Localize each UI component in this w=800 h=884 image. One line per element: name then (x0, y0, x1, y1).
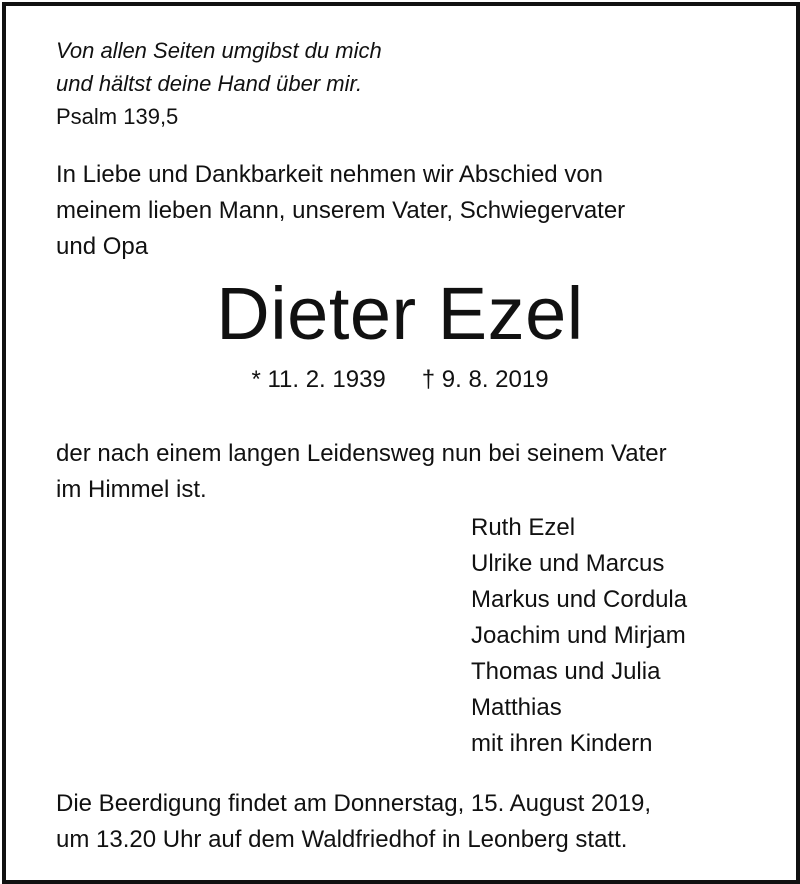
closing-line: der nach einem langen Leidensweg nun bei seinem Vater (56, 440, 667, 467)
birth-date: * 11. 2. 1939 (251, 366, 386, 393)
intro-line: In Liebe und Dankbarkeit nehmen wir Abschied von (56, 161, 604, 188)
family-member: Thomas und Julia (471, 658, 661, 685)
intro-line: und Opa (56, 233, 149, 260)
funeral-notice (56, 786, 756, 858)
verse-reference: Psalm 139,5 (56, 104, 179, 129)
family-member: Matthias (471, 694, 562, 721)
intro-text (56, 157, 746, 265)
verse-line: und hältst deine Hand über mir. (56, 71, 363, 96)
family-member: mit ihren Kindern (471, 730, 653, 757)
closing-text (56, 436, 756, 508)
family-member: Ulrike und Marcus (471, 550, 665, 577)
funeral-line: Die Beerdigung findet am Donnerstag, 15. August 2019, (56, 790, 652, 817)
death-date: † 9. 8. 2019 (421, 366, 549, 393)
family-member: Joachim und Mirjam (471, 622, 686, 649)
closing-line: im Himmel ist. (56, 476, 207, 503)
funeral-line: um 13.20 Uhr auf dem Waldfriedhof in Leonberg statt. (56, 826, 628, 853)
life-dates (0, 366, 800, 394)
psalm-verse (56, 34, 382, 100)
deceased-name: Dieter Ezel (216, 272, 584, 355)
verse-line: Von allen Seiten umgibst du mich (56, 38, 382, 63)
family-member: Markus und Cordula (471, 586, 688, 613)
family-member: Ruth Ezel (471, 514, 576, 541)
intro-line: meinem lieben Mann, unserem Vater, Schwiegervater (56, 197, 626, 224)
family-signatures (471, 510, 687, 762)
